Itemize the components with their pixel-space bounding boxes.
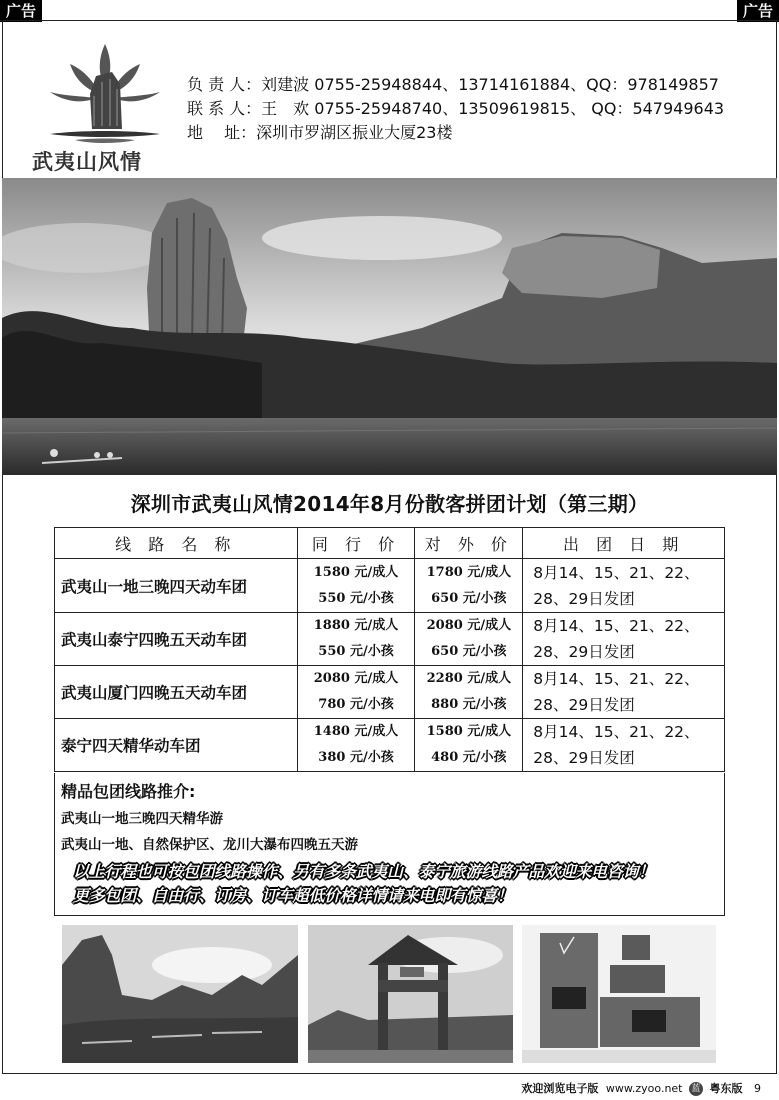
table-row — [55, 719, 725, 772]
trade-price: 1480 元/成人 380 元/小孩 — [297, 719, 415, 772]
recommend-title: 精品包团线路推介: — [61, 782, 196, 801]
recommend-item: 武夷山一地、自然保护区、龙川大瀑布四晚五天游 — [61, 837, 358, 853]
departure-dates: 8月14、15、21、22、 28、29日发团 — [523, 719, 725, 772]
route-name: 武夷山厦门四晚五天动车团 — [55, 666, 298, 719]
footer-text: 欢迎浏览电子版 — [521, 1082, 599, 1095]
route-name: 泰宁四天精华动车团 — [55, 719, 298, 772]
footer-edition: 粤东版 — [709, 1082, 743, 1095]
retail-price: 2080 元/成人 650 元/小孩 — [415, 613, 523, 666]
header-route: 线 路 名 称 — [55, 528, 298, 559]
ad-label-left: 广告 — [0, 0, 42, 22]
route-name: 武夷山一地三晚四天动车团 — [55, 559, 298, 613]
header-trade-price: 同 行 价 — [297, 528, 415, 559]
retail-price: 1580 元/成人 480 元/小孩 — [415, 719, 523, 772]
retail-price: 1780 元/成人 650 元/小孩 — [415, 559, 523, 613]
ad-label-right: 广告 — [737, 0, 779, 22]
retail-price: 2280 元/成人 880 元/小孩 — [415, 666, 523, 719]
logo-text: 武夷山风情 — [32, 149, 142, 174]
river-rafting-photo — [62, 925, 298, 1063]
page-number: 9 — [754, 1082, 761, 1095]
promo-line-2: 更多包团、自由行、订房、订车超低价格详情请来电即有惊喜！ — [73, 886, 513, 905]
table-row — [55, 613, 725, 666]
header-retail-price: 对 外 价 — [415, 528, 523, 559]
landscape-banner-image — [2, 178, 777, 475]
tea-packaging-photo — [522, 925, 716, 1063]
table-row — [55, 559, 725, 613]
footer — [521, 1080, 761, 1096]
table-header-row — [55, 528, 725, 559]
departure-dates: 8月14、15、21、22、 28、29日发团 — [523, 559, 725, 613]
promo-line-1: 以上行程也可按包团线路操作、另有多条武夷山、泰宁旅游线路产品欢迎来电咨询！ — [73, 862, 654, 881]
contact-manager: 负 责 人：刘建波 0755-25948844、13714161884、QQ：978149857 — [187, 75, 719, 94]
departure-dates: 8月14、15、21、22、 28、29日发团 — [523, 613, 725, 666]
footer-url[interactable]: www.zyoo.net — [605, 1082, 683, 1095]
trade-price: 1880 元/成人 550 元/小孩 — [297, 613, 415, 666]
edition-badge-icon: 蓝 — [689, 1082, 703, 1096]
header-dates: 出 团 日 期 — [523, 528, 725, 559]
recommend-item: 武夷山一地三晚四天精华游 — [61, 811, 223, 827]
departure-dates: 8月14、15、21、22、 28、29日发团 — [523, 666, 725, 719]
recommend-box — [54, 773, 725, 916]
routes-table — [54, 527, 725, 772]
trade-price: 1580 元/成人 550 元/小孩 — [297, 559, 415, 613]
page-title: 深圳市武夷山风情2014年8月份散客拼团计划（第三期） — [130, 492, 649, 516]
contact-person: 联 系 人：王 欢 0755-25948740、13509619815、 QQ：547949643 — [187, 99, 725, 118]
trade-price: 2080 元/成人 780 元/小孩 — [297, 666, 415, 719]
contact-address: 地 址：深圳市罗湖区振业大厦23楼 — [187, 123, 453, 142]
route-name: 武夷山泰宁四晚五天动车团 — [55, 613, 298, 666]
table-row — [55, 666, 725, 719]
memorial-arch-photo — [308, 925, 513, 1063]
